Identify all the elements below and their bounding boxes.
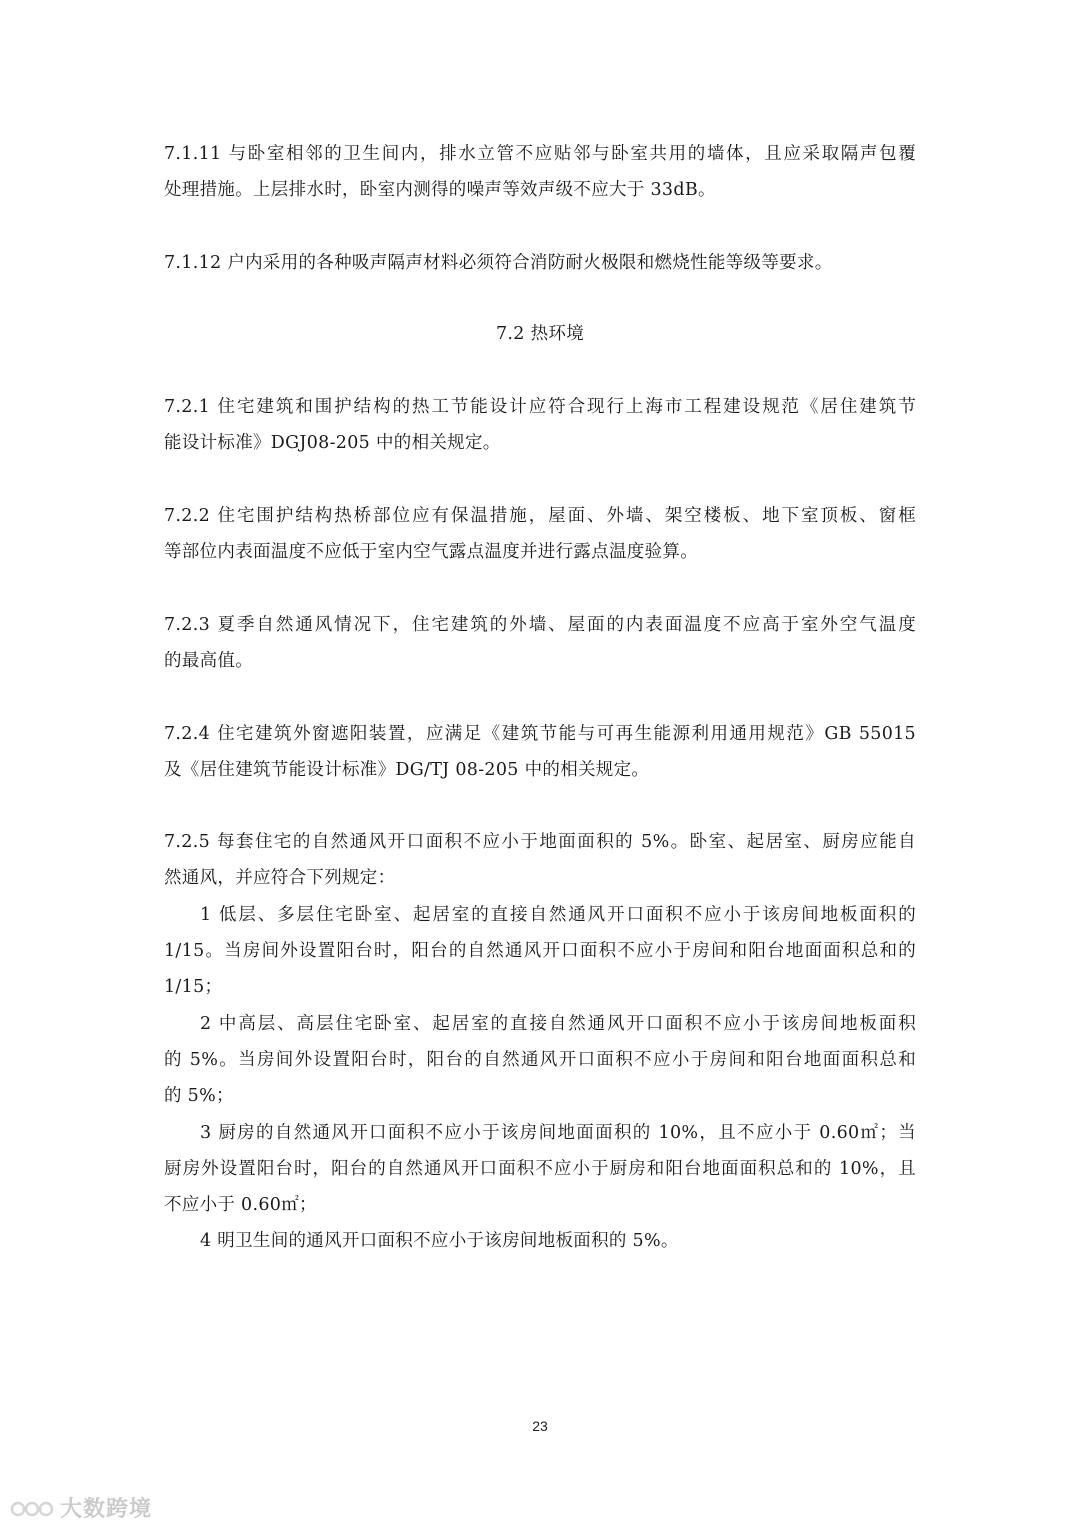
- clause-7-2-5-item-1-line-3: 1/15；: [164, 977, 223, 997]
- clause-7-2-5-line-2: 然通风，并应符合下列规定：: [164, 868, 396, 888]
- clause-7-2-4-line-2: 及《居住建筑节能设计标准》DG/TJ 08-205 中的相关规定。: [164, 760, 650, 780]
- clause-7-1-12: 7.1.12 户内采用的各种吸声隔声材料必须符合消防耐火极限和燃烧性能等级等要求。: [164, 253, 833, 273]
- clause-7-1-11-line-1: 7.1.11 与卧室相邻的卫生间内，排水立管不应贴邻与卧室共用的墙体，且应采取隔声包覆: [164, 144, 916, 164]
- clause-7-2-2-line-2: 等部位内表面温度不应低于室内空气露点温度并进行露点温度验算。: [164, 542, 698, 562]
- watermark-logo-icon: [10, 1497, 54, 1519]
- clause-7-2-1-line-2: 能设计标准》DGJ08-205 中的相关规定。: [164, 433, 501, 453]
- clause-7-2-5-item-3-line-1: 3 厨房的自然通风开口面积不应小于该房间地面面积的 10%，且不应小于 0.60㎡；当: [200, 1123, 916, 1143]
- clause-7-2-5-item-3-line-2: 厨房外设置阳台时，阳台的自然通风开口面积不应小于厨房和阳台地面面积总和的 10%，且: [164, 1159, 916, 1179]
- clause-7-2-4-line-1: 7.2.4 住宅建筑外窗遮阳装置，应满足《建筑节能与可再生能源利用通用规范》GB 55015: [164, 724, 916, 744]
- clause-7-2-5-item-2-line-1: 2 中高层、高层住宅卧室、起居室的直接自然通风开口面积不应小于该房间地板面积: [200, 1014, 916, 1034]
- clause-7-2-5-item-4: 4 明卫生间的通风开口面积不应小于该房间地板面积的 5%。: [200, 1231, 679, 1251]
- clause-7-2-5-item-3-line-3: 不应小于 0.60㎡；: [164, 1195, 317, 1215]
- clause-7-2-5-line-1: 7.2.5 每套住宅的自然通风开口面积不应小于地面面积的 5%。卧室、起居室、厨房应能自: [164, 832, 916, 852]
- clause-7-2-1-line-1: 7.2.1 住宅建筑和围护结构的热工节能设计应符合现行上海市工程建设规范《居住建筑节: [164, 397, 916, 417]
- section-heading-7-2: 7.2 热环境: [496, 324, 584, 344]
- clause-7-2-2-line-1: 7.2.2 住宅围护结构热桥部位应有保温措施，屋面、外墙、架空楼板、地下室顶板、窗框: [164, 506, 916, 526]
- watermark-text: 大数跨境: [60, 1497, 153, 1522]
- clause-7-2-5-item-2-line-3: 的 5%；: [164, 1086, 234, 1106]
- clause-7-2-5-item-2-line-2: 的 5%。当房间外设置阳台时，阳台的自然通风开口面积不应小于房间和阳台地面面积总和: [164, 1050, 916, 1070]
- clause-7-2-5-item-1-line-1: 1 低层、多层住宅卧室、起居室的直接自然通风开口面积不应小于该房间地板面积的: [200, 905, 916, 925]
- watermark: [10, 1492, 152, 1523]
- clause-7-2-5-item-1-line-2: 1/15。当房间外设置阳台时，阳台的自然通风开口面积不应小于房间和阳台地面面积总和的: [164, 941, 916, 961]
- page-number: 23: [532, 1418, 548, 1434]
- clause-7-2-3-line-2: 的最高值。: [164, 651, 253, 671]
- clause-7-2-3-line-1: 7.2.3 夏季自然通风情况下，住宅建筑的外墙、屋面的内表面温度不应高于室外空气温度: [164, 615, 916, 635]
- clause-7-1-11-line-2: 处理措施。上层排水时，卧室内测得的噪声等效声级不应大于 33dB。: [164, 180, 716, 200]
